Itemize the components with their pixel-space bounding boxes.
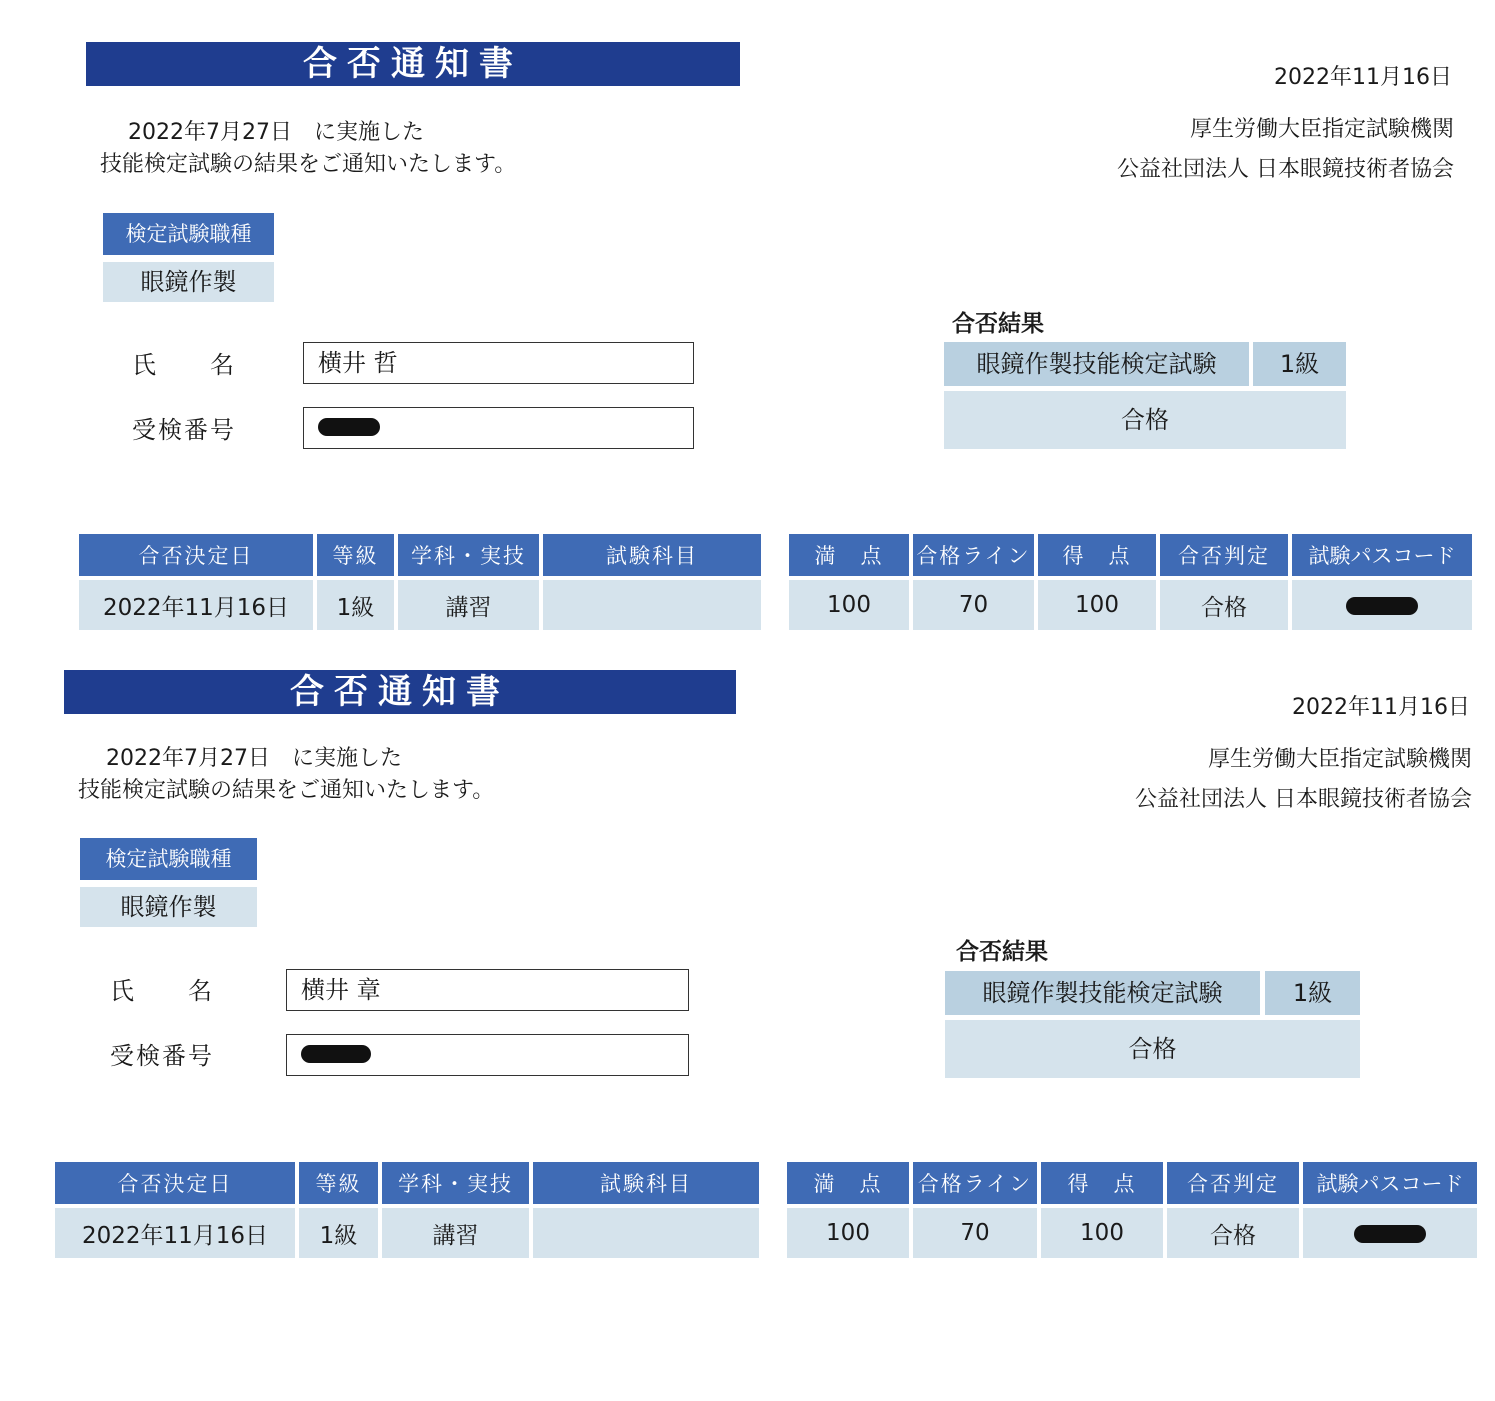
org-line-1: 厚生労働大臣指定試験機関 (1207, 747, 1472, 772)
name-field (303, 342, 694, 384)
name-value: 横井 章 (301, 976, 381, 1004)
result-status: 合格 (944, 391, 1346, 449)
cell-grade: 1級 (317, 580, 394, 630)
header-score: 得 点 (1038, 534, 1156, 576)
result-title: 合否結果 (956, 939, 1048, 965)
table-row (55, 1208, 1477, 1258)
cell-pass-line: 70 (913, 1208, 1037, 1258)
pass-notice-2 (0, 628, 1495, 1268)
cell-decision-date: 2022年11月16日 (55, 1208, 295, 1258)
result-grade: 1級 (1265, 971, 1360, 1015)
intro-line-2: 技能検定試験の結果をご通知いたします。 (78, 778, 495, 803)
name-label: 氏 名 (110, 977, 214, 1005)
header-full-score: 満 点 (787, 1162, 909, 1204)
header-theory-practical: 学科・実技 (398, 534, 539, 576)
redacted-exam-number (318, 418, 380, 436)
header-full-score: 満 点 (789, 534, 909, 576)
result-grade: 1級 (1253, 342, 1346, 386)
category-header: 検定試験職種 (80, 838, 257, 880)
results-table (51, 1158, 1481, 1262)
issue-date: 2022年11月16日 (1274, 65, 1452, 90)
cell-theory-practical: 講習 (398, 580, 539, 630)
cell-score: 100 (1041, 1208, 1163, 1258)
cell-judgement: 合格 (1167, 1208, 1299, 1258)
notice-title: 合否通知書 (86, 42, 740, 86)
results-table (75, 530, 1476, 634)
header-judgement: 合否判定 (1160, 534, 1288, 576)
header-decision-date: 合否決定日 (79, 534, 313, 576)
cell-pass-line: 70 (913, 580, 1034, 630)
category-value: 眼鏡作製 (80, 887, 257, 927)
intro-line-2: 技能検定試験の結果をご通知いたします。 (100, 152, 517, 177)
org-line-1: 厚生労働大臣指定試験機関 (1189, 117, 1454, 142)
header-decision-date: 合否決定日 (55, 1162, 295, 1204)
intro-line-1: 2022年7月27日 に実施した (106, 746, 402, 771)
exam-number-field (303, 407, 694, 449)
header-grade: 等級 (317, 534, 394, 576)
org-line-2: 公益社団法人 日本眼鏡技術者協会 (1135, 787, 1472, 812)
table-header-row (79, 534, 1472, 576)
intro-line-1: 2022年7月27日 に実施した (128, 120, 424, 145)
category-header: 検定試験職種 (103, 213, 274, 255)
header-subject: 試験科目 (533, 1162, 783, 1204)
cell-full-score: 100 (787, 1208, 909, 1258)
result-exam-name: 眼鏡作製技能検定試験 (944, 342, 1249, 386)
cell-subject (543, 580, 785, 630)
result-exam-name: 眼鏡作製技能検定試験 (945, 971, 1260, 1015)
header-pass-line: 合格ライン (913, 1162, 1037, 1204)
cell-decision-date: 2022年11月16日 (79, 580, 313, 630)
header-pass-code: 試験パスコード (1303, 1162, 1477, 1204)
name-label: 氏 名 (132, 351, 236, 379)
cell-full-score: 100 (789, 580, 909, 630)
exam-number-field (286, 1034, 689, 1076)
exam-number-label: 受検番号 (110, 1042, 214, 1070)
cell-score: 100 (1038, 580, 1156, 630)
redacted-pass-code (1346, 597, 1418, 615)
redacted-pass-code (1354, 1225, 1426, 1243)
table-row (79, 580, 1472, 630)
notice-title: 合否通知書 (64, 670, 736, 714)
header-pass-line: 合格ライン (913, 534, 1034, 576)
cell-judgement: 合格 (1160, 580, 1288, 630)
issue-date: 2022年11月16日 (1292, 695, 1470, 720)
header-subject: 試験科目 (543, 534, 785, 576)
category-value: 眼鏡作製 (103, 262, 274, 302)
redacted-exam-number (301, 1045, 371, 1063)
header-grade: 等級 (299, 1162, 378, 1204)
cell-grade: 1級 (299, 1208, 378, 1258)
name-field (286, 969, 689, 1011)
table-header-row (55, 1162, 1477, 1204)
header-theory-practical: 学科・実技 (382, 1162, 529, 1204)
cell-theory-practical: 講習 (382, 1208, 529, 1258)
cell-pass-code (1303, 1208, 1477, 1258)
header-judgement: 合否判定 (1167, 1162, 1299, 1204)
result-status: 合格 (945, 1020, 1360, 1078)
header-pass-code: 試験パスコード (1292, 534, 1472, 576)
result-title: 合否結果 (952, 311, 1044, 337)
pass-notice-1 (0, 0, 1495, 640)
name-value: 横井 哲 (318, 349, 398, 377)
cell-pass-code (1292, 580, 1472, 630)
org-line-2: 公益社団法人 日本眼鏡技術者協会 (1117, 157, 1454, 182)
exam-number-label: 受検番号 (132, 416, 236, 444)
header-score: 得 点 (1041, 1162, 1163, 1204)
cell-subject (533, 1208, 783, 1258)
